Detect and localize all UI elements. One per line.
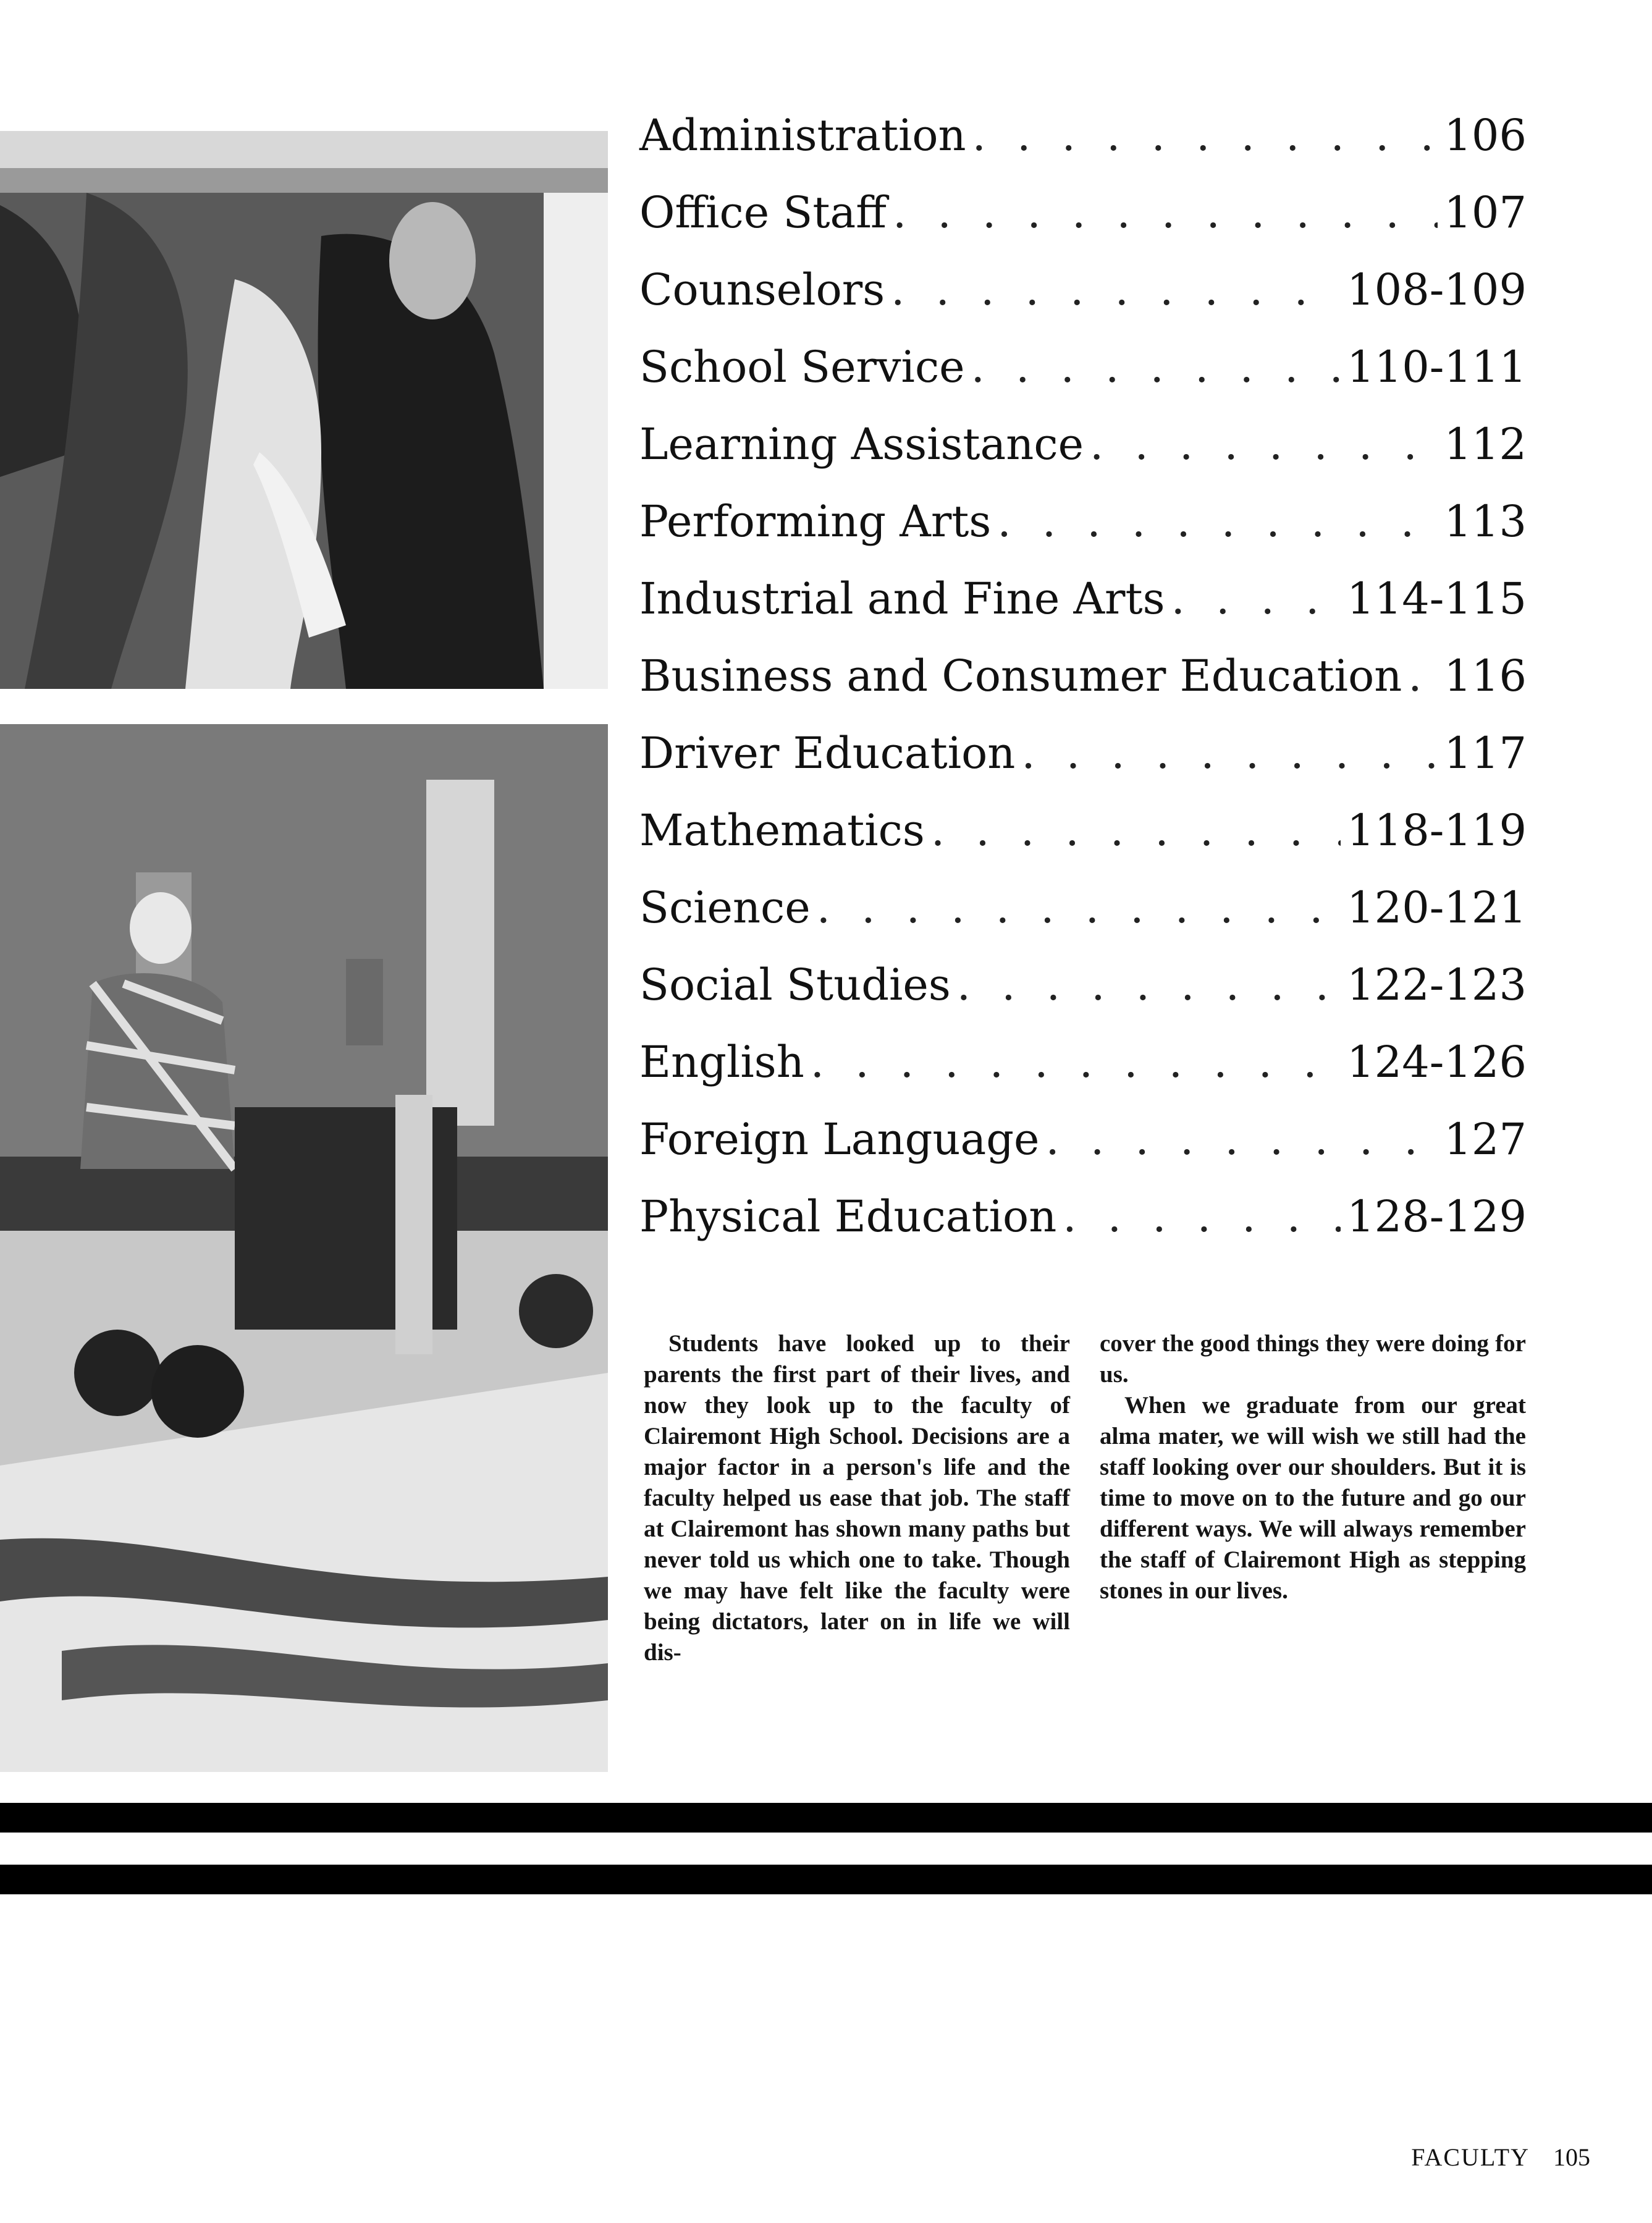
toc-entry-pages: 106 — [1444, 110, 1527, 161]
dot-leader — [817, 882, 1341, 933]
dot-leader — [931, 805, 1341, 856]
photo-groundskeeper-tractor — [0, 724, 608, 1772]
dot-leader — [1171, 573, 1341, 624]
dot-leader — [1408, 651, 1438, 701]
photo-students-graphic — [0, 131, 608, 689]
toc-entry-pages: 122-123 — [1347, 960, 1527, 1010]
toc-entry-pages: 113 — [1444, 496, 1527, 547]
toc-entry-pages: 107 — [1444, 187, 1527, 238]
toc-entry-title: Physical Education — [639, 1191, 1057, 1242]
toc-entry-title: Mathematics — [639, 805, 925, 856]
horizontal-rule — [0, 1803, 1652, 1833]
toc-entry-title: Social Studies — [639, 960, 951, 1010]
horizontal-rule — [0, 1865, 1652, 1894]
toc-entry — [639, 264, 1527, 342]
toc-entry-title: Administration — [639, 110, 966, 161]
toc-entry-pages: 127 — [1444, 1114, 1527, 1165]
toc-entry-title: School Service — [639, 342, 965, 392]
photo-students-reaching — [0, 131, 608, 689]
toc-entry — [639, 960, 1527, 1037]
toc-entry — [639, 1037, 1527, 1114]
dot-leader — [971, 342, 1341, 392]
toc-entry-title: Industrial and Fine Arts — [639, 573, 1165, 624]
table-of-contents — [639, 110, 1527, 1268]
toc-entry-pages: 112 — [1444, 419, 1527, 470]
toc-entry — [639, 651, 1527, 728]
toc-entry-title: Performing Arts — [639, 496, 992, 547]
toc-entry — [639, 882, 1527, 960]
dot-leader — [957, 960, 1341, 1010]
dot-leader — [972, 110, 1438, 161]
photo-groundskeeper-graphic — [0, 724, 608, 1772]
toc-entry-pages: 108-109 — [1347, 264, 1527, 315]
toc-entry — [639, 805, 1527, 882]
toc-entry-pages: 128-129 — [1347, 1191, 1527, 1242]
toc-entry-pages: 116 — [1444, 651, 1527, 701]
body-paragraph: cover the good things they were doing for us. — [1100, 1330, 1526, 1388]
toc-entry — [639, 496, 1527, 573]
dot-leader — [1063, 1191, 1341, 1242]
toc-entry — [639, 1191, 1527, 1268]
toc-entry-title: Office Staff — [639, 187, 887, 238]
dot-leader — [1021, 728, 1438, 778]
toc-entry-title: Science — [639, 882, 811, 933]
toc-entry — [639, 342, 1527, 419]
body-text-left-column — [644, 1328, 1070, 1668]
toc-entry-title: Driver Education — [639, 728, 1016, 778]
body-paragraph: Students have looked up to their parents the first part of their lives, and now they look up to the faculty of Clairemont High School. Decisions are a major factor in a person's life and the faculty helped us ease that job. The staff at Clairemont has shown many paths but never told us which one to take. Though we may have felt like the faculty were being dictators, later on in life we will dis- — [644, 1330, 1070, 1666]
body-text-right-column — [1100, 1328, 1526, 1606]
toc-entry-pages: 114-115 — [1347, 573, 1527, 624]
dot-leader — [893, 187, 1438, 238]
body-paragraph: When we graduate from our great alma mater, we will wish we still had the staff looking over our shoulders. But it is time to move on to the future and go our different ways. We will always remember the staff of Clairemont High as stepping stones in our lives. — [1100, 1392, 1526, 1604]
section-name: FACULTY — [1411, 2143, 1530, 2171]
dot-leader — [811, 1037, 1341, 1087]
toc-entry-title: Business and Consumer Education — [639, 651, 1402, 701]
toc-entry — [639, 573, 1527, 651]
dot-leader — [1045, 1114, 1438, 1165]
toc-entry — [639, 1114, 1527, 1191]
toc-entry-title: English — [639, 1037, 804, 1087]
page-number: 105 — [1553, 2143, 1590, 2171]
page-footer — [1411, 2143, 1590, 2172]
dot-leader — [1090, 419, 1438, 470]
toc-entry-pages: 117 — [1444, 728, 1527, 778]
toc-entry — [639, 728, 1527, 805]
toc-entry — [639, 187, 1527, 264]
toc-entry — [639, 419, 1527, 496]
dot-leader — [891, 264, 1341, 315]
toc-entry-pages: 120-121 — [1347, 882, 1527, 933]
toc-entry-title: Counselors — [639, 264, 885, 315]
toc-entry-title: Learning Assistance — [639, 419, 1084, 470]
toc-entry — [639, 110, 1527, 187]
toc-entry-title: Foreign Language — [639, 1114, 1040, 1165]
toc-entry-pages: 124-126 — [1347, 1037, 1527, 1087]
toc-entry-pages: 110-111 — [1347, 342, 1527, 392]
dot-leader — [997, 496, 1438, 547]
toc-entry-pages: 118-119 — [1347, 805, 1527, 856]
